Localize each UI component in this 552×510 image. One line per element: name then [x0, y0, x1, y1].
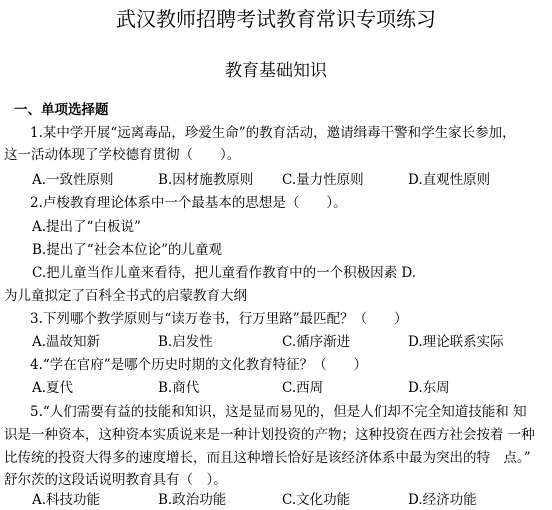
question-5-line-1: 5.“人们需要有益的技能和知识，这是显而易见的，但是人们却不完全知道技能和 知	[30, 404, 527, 420]
question-3-option-a: A.温故知新	[32, 334, 101, 350]
question-4-option-b: B.商代	[158, 380, 200, 396]
question-1-line-2: 这一活动体现了学校德育贯彻（ ）。	[4, 147, 241, 163]
question-5-line-2: 识是一种资本，这种资本实质说来是一种计划投资的产物；这种投资在西方社会按着 一种	[4, 427, 535, 443]
question-3-option-c: C.循序渐进	[282, 334, 351, 350]
document-title: 武汉教师招聘考试教育常识专项练习	[116, 7, 436, 31]
question-5-option-d: D.经济功能	[408, 492, 477, 508]
question-2-option-c: C.把儿童当作儿童来看待，把儿童看作教育中的一个积极因素 D.	[32, 265, 417, 281]
question-1-option-c: C.量力性原则	[282, 172, 364, 188]
document-subtitle: 教育基础知识	[225, 61, 327, 81]
question-5-line-3: 比传统的投资大得多的速度增长，而且这种增长恰好是该经济体系中最为突出的特 点。”	[4, 450, 531, 466]
question-3-option-d: D.理论联系实际	[408, 334, 504, 350]
section-heading: 一、单项选择题	[14, 102, 109, 118]
question-2-option-d: 为儿童拟定了百科全书式的启蒙教育大纲	[4, 288, 247, 304]
question-2-option-b: B.提出了“社会本位论”的儿童观	[32, 242, 223, 258]
question-4-option-c: C.西周	[282, 380, 324, 396]
question-5-option-b: B.政治功能	[158, 492, 227, 508]
question-4-option-a: A.夏代	[32, 380, 74, 396]
question-1-option-d: D.直观性原则	[408, 172, 491, 188]
question-1-line-1: 1.某中学开展“远离毒品，珍爱生命”的教育活动，邀请缉毒干警和学生家长参加，	[30, 125, 516, 141]
question-5-option-c: C.文化功能	[282, 492, 351, 508]
question-1-option-a: A.一致性原则	[32, 172, 114, 188]
question-5-option-a: A.科技功能	[32, 492, 101, 508]
question-1-option-b: B.因材施教原则	[158, 172, 254, 188]
question-3-line-1: 3.下列哪个教学原则与“读万卷书，行万里路”最匹配？（ ）	[30, 311, 408, 327]
question-2-option-a: A.提出了“白板说”	[32, 219, 141, 235]
question-4-line-1: 4.“学在官府”是哪个历史时期的文化教育特征？（ ）	[30, 357, 368, 373]
question-3-option-b: B.启发性	[158, 334, 213, 350]
question-4-option-d: D.东周	[408, 380, 450, 396]
question-5-line-4: 舒尔茨的这段话说明教育具有（ ）。	[4, 472, 227, 488]
question-2-line-1: 2.卢梭教育理论体系中一个最基本的思想是（ ）。	[30, 195, 347, 211]
